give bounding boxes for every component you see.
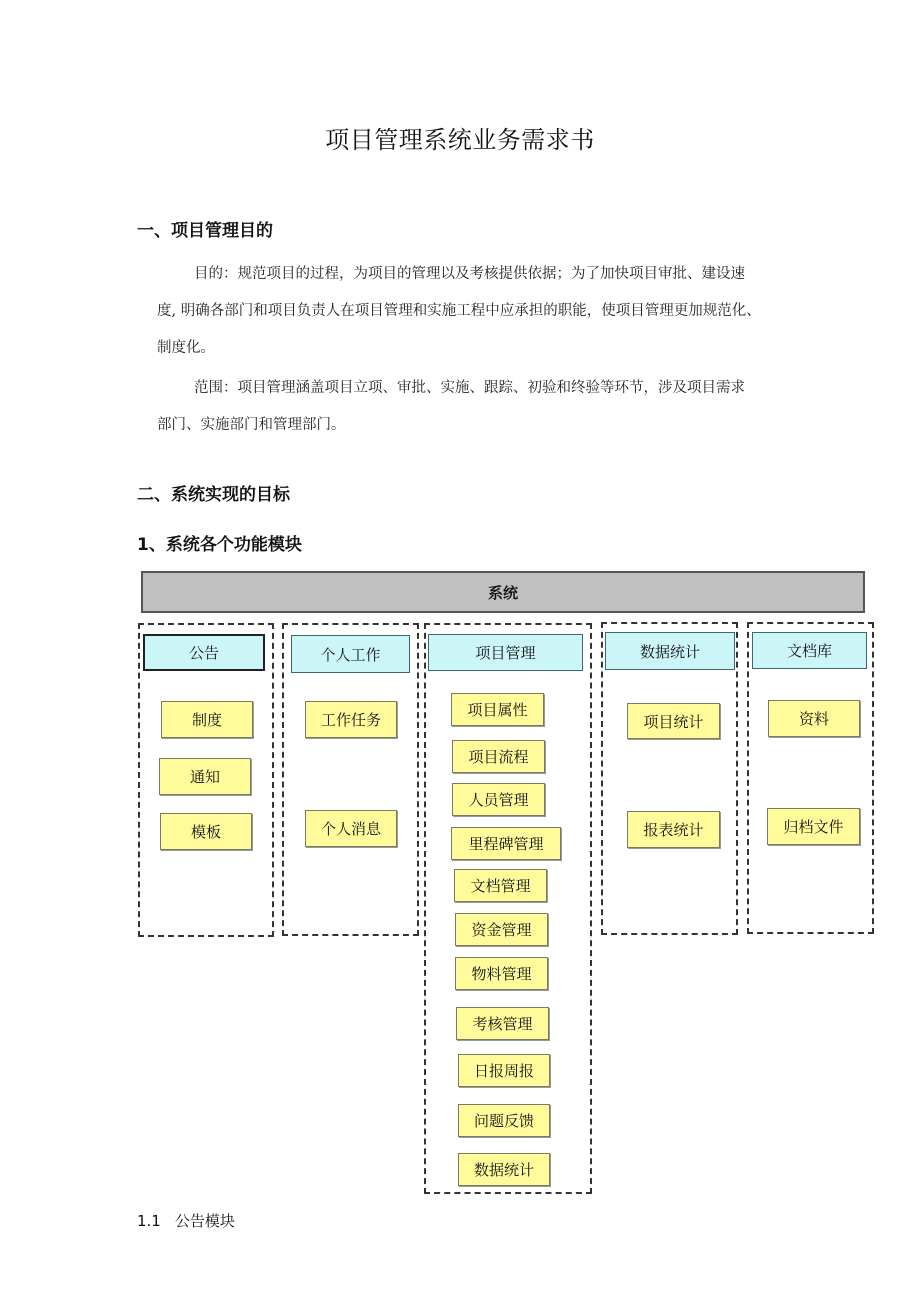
module-header-project-management: 项目管理 (428, 634, 583, 671)
item-data-statistics: 数据统计 (458, 1153, 550, 1186)
purpose-paragraph (157, 256, 787, 367)
item-personal-messages: 个人消息 (305, 810, 397, 847)
item-project-workflow: 项目流程 (452, 740, 545, 773)
purpose-line-1: 目的：规范项目的过程，为项目的管理以及考核提供依据；为了加快项目审批、建设速 (194, 266, 745, 282)
item-document-management: 文档管理 (454, 869, 547, 902)
module-header-announcements: 公告 (143, 634, 265, 671)
item-templates: 模板 (160, 813, 252, 850)
subsection-heading-announcements (137, 1210, 235, 1231)
item-archived-files: 归档文件 (767, 808, 860, 845)
item-project-attributes: 项目属性 (451, 693, 544, 726)
document-title: 项目管理系统业务需求书 (325, 126, 595, 154)
item-materials-management: 物料管理 (455, 957, 548, 990)
section-heading-goals: 二、系统实现的目标 (137, 485, 290, 505)
purpose-line-3: 制度化。 (157, 340, 215, 356)
scope-paragraph (157, 370, 787, 444)
item-project-statistics: 项目统计 (627, 703, 720, 739)
item-issue-feedback: 问题反馈 (458, 1104, 550, 1137)
item-work-tasks: 工作任务 (305, 701, 397, 738)
item-funds-management: 资金管理 (455, 913, 548, 946)
scope-line-1: 范围：项目管理涵盖项目立项、审批、实施、跟踪、初验和终验等环节，涉及项目需求 (194, 380, 745, 396)
module-header-data-statistics: 数据统计 (605, 632, 735, 670)
item-milestone-management: 里程碑管理 (451, 827, 561, 860)
item-report-statistics: 报表统计 (627, 811, 720, 848)
item-daily-weekly-reports: 日报周报 (458, 1054, 550, 1087)
section-heading-purpose: 一、项目管理目的 (137, 221, 273, 241)
item-notices: 通知 (159, 758, 251, 795)
purpose-line-2: 度, 明确各部门和项目负责人在项目管理和实施工程中应承担的职能，使项目管理更加规范化、 (157, 303, 761, 319)
scope-line-2: 部门、实施部门和管理部门。 (157, 417, 346, 433)
module-header-personal-work: 个人工作 (291, 635, 410, 673)
module-header-document-library: 文档库 (752, 632, 867, 669)
item-staff-management: 人员管理 (452, 783, 545, 816)
subsection-label: 公告模块 (174, 1212, 235, 1230)
subheading-modules: 1、系统各个功能模块 (137, 535, 302, 555)
item-regulations: 制度 (161, 701, 253, 738)
item-assessment-management: 考核管理 (456, 1007, 549, 1040)
subsection-number: 1.1 (137, 1212, 161, 1230)
item-materials: 资料 (768, 700, 860, 737)
diagram-root-system: 系统 (141, 571, 865, 613)
